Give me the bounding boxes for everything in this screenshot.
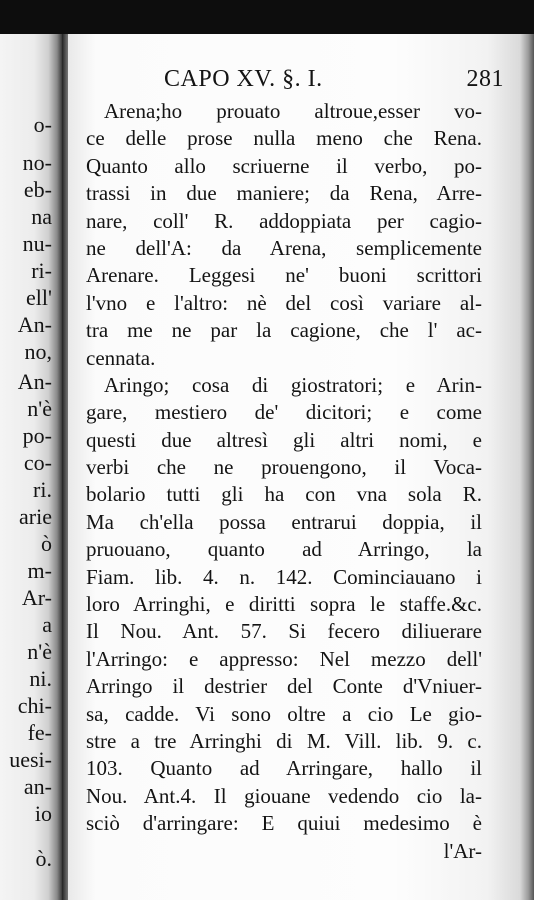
scan-top-border [0,0,534,34]
text-line: verbi che ne prouengono, il Voca- [86,455,482,480]
left-fragment: io [34,801,52,826]
text-line: l'vno e l'altro: nè del così variare al- [86,290,482,315]
catchword: l'Ar- [443,838,482,863]
left-fragment: ri. [33,477,52,502]
text-line: stre a tre Arringhi di M. Vill. lib. 9. c. [86,728,482,753]
text-line: Nou. Ant.4. Il giouane vedendo cio la- [86,783,482,808]
left-fragment: na [31,204,52,229]
text-line: bolario tutti gli ha con vna sola R. [86,482,482,507]
page-number: 281 [466,66,504,92]
left-fragment: no- [22,150,52,175]
text-line: ce delle prose nulla meno che Rena. [86,126,482,151]
text-line: tra me ne par la cagione, che l' ac- [86,318,482,343]
text-line: Fiam. lib. 4. n. 142. Cominciauano i [86,564,482,589]
left-fragment: nu- [22,231,52,256]
text-line: pruouano, quanto ad Arringo, la [86,537,482,562]
text-line: Arena;ho prouato altroue,esser vo- [104,99,482,123]
text-line: sciò d'arringare: E quiui medesimo è [86,811,482,836]
text-line: Arringo il destrier del Conte d'Vniuer- [86,674,482,699]
text-line: cennata. [86,345,156,370]
text-line: sa, cadde. Vi sono oltre a cio Le gio- [86,701,482,726]
left-fragment: co- [23,450,52,475]
left-fragment: m- [27,558,52,583]
right-page [68,34,534,900]
left-fragment: arie [19,504,52,529]
text-line: Ma ch'ella possa entrarui doppia, il [86,509,482,534]
text-line: Quanto allo scriuerne il verbo, po- [86,153,482,178]
left-fragment: ò [41,531,52,556]
left-fragment: An- [17,312,52,337]
text-line: 103. Quanto ad Arringare, hallo il [86,756,482,781]
left-page-margin [0,34,62,900]
left-fragment: n'è [27,396,52,421]
left-fragment: a [42,612,52,637]
text-line: Arenare. Leggesi ne' buoni scrittori [86,263,482,288]
text-line: Aringo; cosa di giostratori; e Arin- [104,372,482,397]
left-fragment: chi- [17,693,52,718]
running-header [164,66,504,96]
left-fragment: Ar- [21,585,52,610]
left-fragment: ò. [35,846,52,871]
left-fragment: an- [23,774,52,799]
left-fragment: ell' [26,285,52,310]
text-line: trassi in due maniere; da Rena, Arre- [86,181,482,206]
left-fragment: uesi- [9,747,52,772]
left-fragment: o- [33,112,52,137]
left-fragment: po- [22,423,52,448]
page-edge-shadow [520,34,534,900]
text-line: questi due altresì gli altri nomi, e [86,427,482,452]
left-fragment: n'è [27,639,52,664]
left-fragment: eb- [23,177,52,202]
chapter-title: CAPO XV. §. I. [164,66,323,92]
text-line: l'Arringo: e appresso: Nel mezzo dell' [86,646,482,671]
body-text [86,98,482,865]
left-fragment: no, [24,339,52,364]
left-fragment: fe- [27,720,52,745]
text-line: Il Nou. Ant. 57. Si fecero diliuerare [86,619,482,644]
text-line: ne dell'A: da Arena, semplicemente [86,235,482,260]
left-fragment: ni. [29,666,52,691]
text-line: gare, mestiero de' dicitori; e come [86,400,482,425]
left-fragment: An- [17,369,52,394]
text-line: nare, coll' R. addoppiata per cagio- [86,208,482,233]
text-line: loro Arringhi, e diritti sopra le staffe.&c. [86,592,482,617]
left-fragment: ri- [31,258,52,283]
